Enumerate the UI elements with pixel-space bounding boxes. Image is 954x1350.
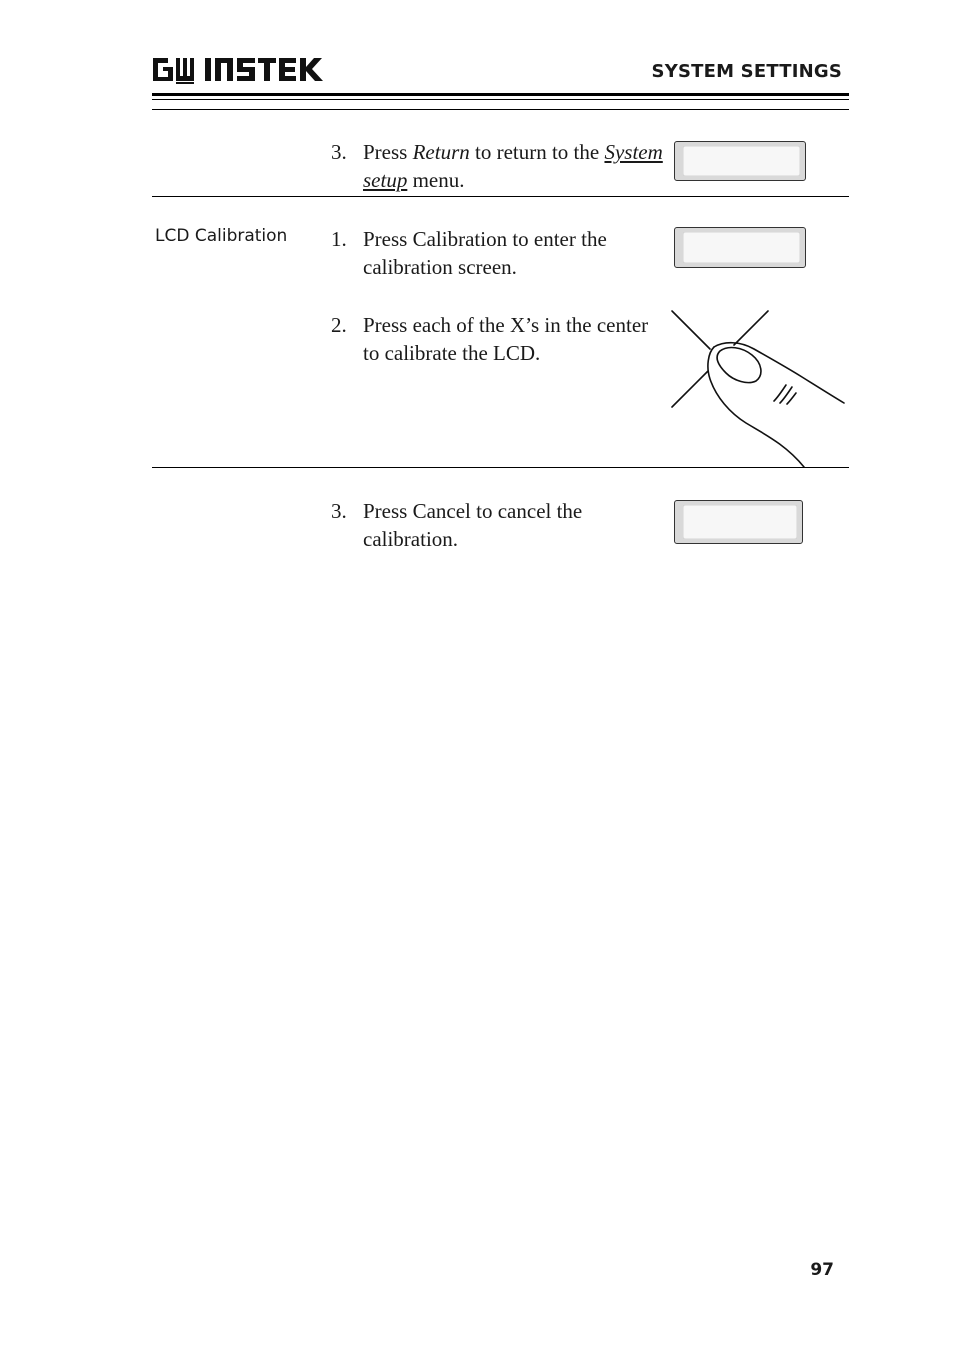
softkey-button-icon (674, 500, 803, 544)
system-setup-link[interactable]: System setup (363, 140, 663, 192)
softkey-button-icon (674, 227, 806, 268)
row-divider (152, 196, 849, 197)
header-rule-thick (152, 93, 849, 96)
step-text: Press Cancel to cancel the calibration. (363, 499, 583, 551)
finger-touch-icon (668, 305, 848, 470)
step-number: 3. (331, 499, 347, 523)
section-title: SYSTEM SETTINGS (651, 61, 842, 82)
step-number: 2. (331, 313, 347, 337)
gw-instek-logo (153, 55, 325, 85)
softkey-button-icon (674, 141, 806, 181)
lcd-calibration-label: LCD Calibration (155, 226, 288, 246)
header-rule-thin (152, 99, 849, 100)
step-text: Press each of the X’s in the center to calibrate the LCD. (363, 313, 649, 365)
step-number: 1. (331, 227, 347, 251)
row-divider-top (152, 109, 849, 110)
row-divider (152, 467, 849, 468)
page-number: 97 (810, 1260, 834, 1280)
step-text: Press Return to return to the System setup menu. (363, 140, 663, 192)
step-number: 3. (331, 140, 347, 164)
step-text: Press Calibration to enter the calibration screen. (363, 227, 607, 279)
return-key-name: Return (412, 140, 470, 164)
